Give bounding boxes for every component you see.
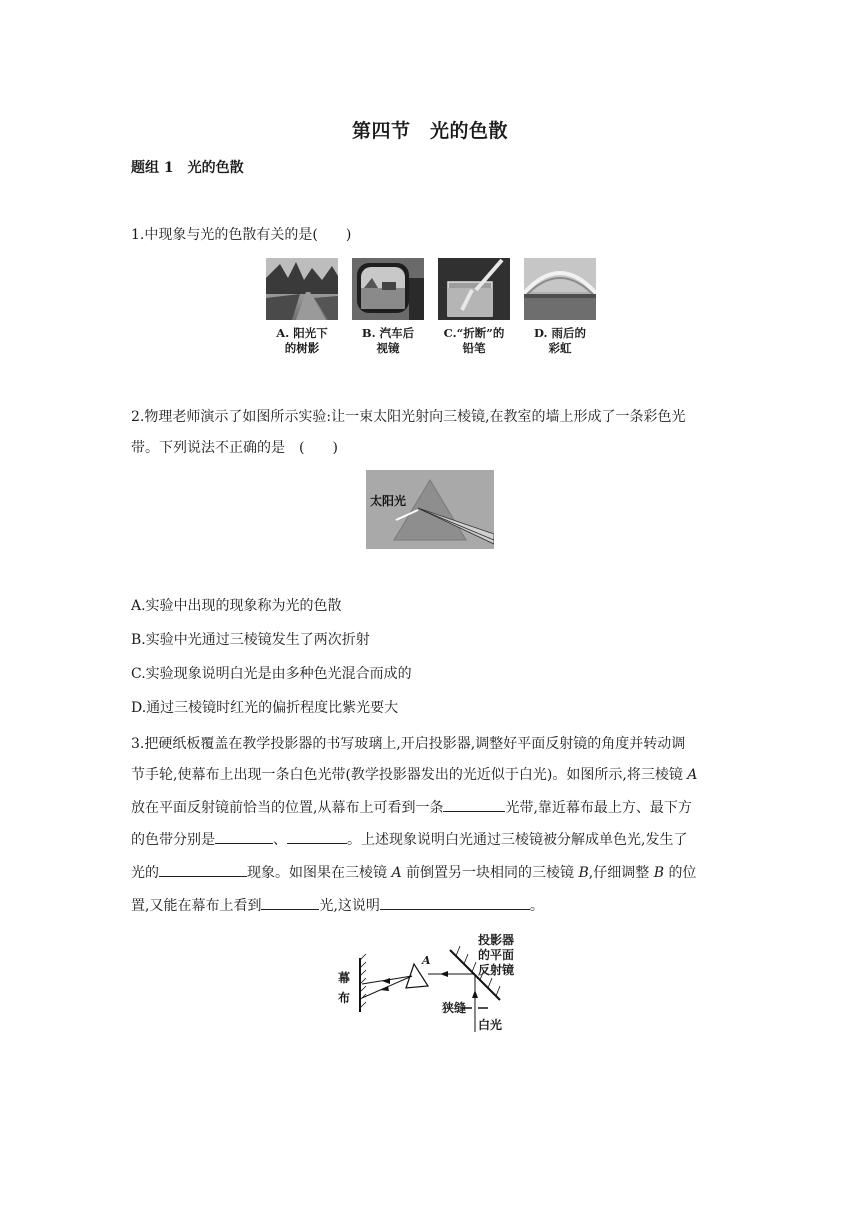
- projector-figure: [336, 928, 536, 1038]
- sunlight-label: 太阳光: [370, 494, 407, 508]
- slit-label: 狭缝: [442, 1001, 467, 1015]
- q2-stem-line1: 2.物理老师演示了如图所示实验:让一束太阳光射向三棱镜,在教室的墙上形成了一条彩色光: [131, 409, 686, 425]
- answer-blank-6[interactable]: [380, 895, 530, 910]
- q3-line3: 放在平面反射镜前恰当的位置,从幕布上可看到一条 光带,靠近幕布最上方、最下方: [131, 797, 692, 818]
- q1-option-d[interactable]: D. 雨后的 彩虹: [533, 326, 587, 355]
- q3-line6: 置,又能在幕布上看到 光,这说明 。: [131, 895, 544, 916]
- answer-blank-3[interactable]: [287, 829, 347, 844]
- screen-label: 幕 布: [338, 971, 351, 1005]
- q1-option-a[interactable]: A. 阳光下 的树影: [276, 326, 328, 355]
- q3-line4: 的色带分别是 、 。上述现象说明白光通过三棱镜被分解成单色光,发生了: [131, 829, 687, 850]
- q3-line1: 3.把硬纸板覆盖在教学投影器的书写玻璃上,开启投影器,调整好平面反射镜的角度并转动调: [131, 736, 686, 752]
- q3-line5: 光的 现象。如图果在三棱镜 A 前倒置另一块相同的三棱镜 B,仔细调整 B 的位: [131, 862, 696, 883]
- q1-figure: [266, 258, 596, 358]
- answer-blank-1[interactable]: [443, 797, 505, 812]
- q1-stem: 1.中现象与光的色散有关的是( ): [131, 227, 352, 243]
- car-mirror-photo: [352, 258, 424, 320]
- q2-choice-a[interactable]: A.实验中出现的现象称为光的色散: [131, 598, 342, 614]
- tree-shadow-photo: [266, 258, 338, 320]
- answer-blank-5[interactable]: [261, 895, 319, 910]
- mirror-label: 投影器 的平面 反射镜: [478, 933, 515, 977]
- q2-stem-line2: 带。下列说法不正确的是 ( ): [131, 440, 338, 456]
- rainbow-photo: [524, 258, 596, 320]
- answer-blank-2[interactable]: [215, 829, 273, 844]
- bent-pencil-photo: [438, 258, 510, 320]
- prism-a-label: A: [422, 954, 431, 967]
- q1-option-b[interactable]: B. 汽车后 视镜: [361, 326, 415, 355]
- q2-choice-c[interactable]: C.实验现象说明白光是由多种色光混合而成的: [131, 666, 412, 682]
- q2-choice-b[interactable]: B.实验中光通过三棱镜发生了两次折射: [131, 632, 370, 648]
- section-heading: 题组 1 光的色散: [131, 160, 244, 176]
- page-title: 第四节 光的色散: [351, 120, 508, 142]
- white-light-label: 白光: [478, 1018, 503, 1032]
- q1-option-c[interactable]: C.“折断”的 铅笔: [443, 326, 505, 355]
- prism-diagram: [366, 470, 494, 549]
- prism-figure: [366, 470, 494, 549]
- q3-line2: 节手轮,使幕布上出现一条白色光带(教学投影器发出的光近似于白光)。如图所示,将三棱镜 A: [131, 767, 698, 783]
- answer-blank-4[interactable]: [159, 862, 247, 877]
- q2-choice-d[interactable]: D.通过三棱镜时红光的偏折程度比紫光要大: [131, 700, 399, 716]
